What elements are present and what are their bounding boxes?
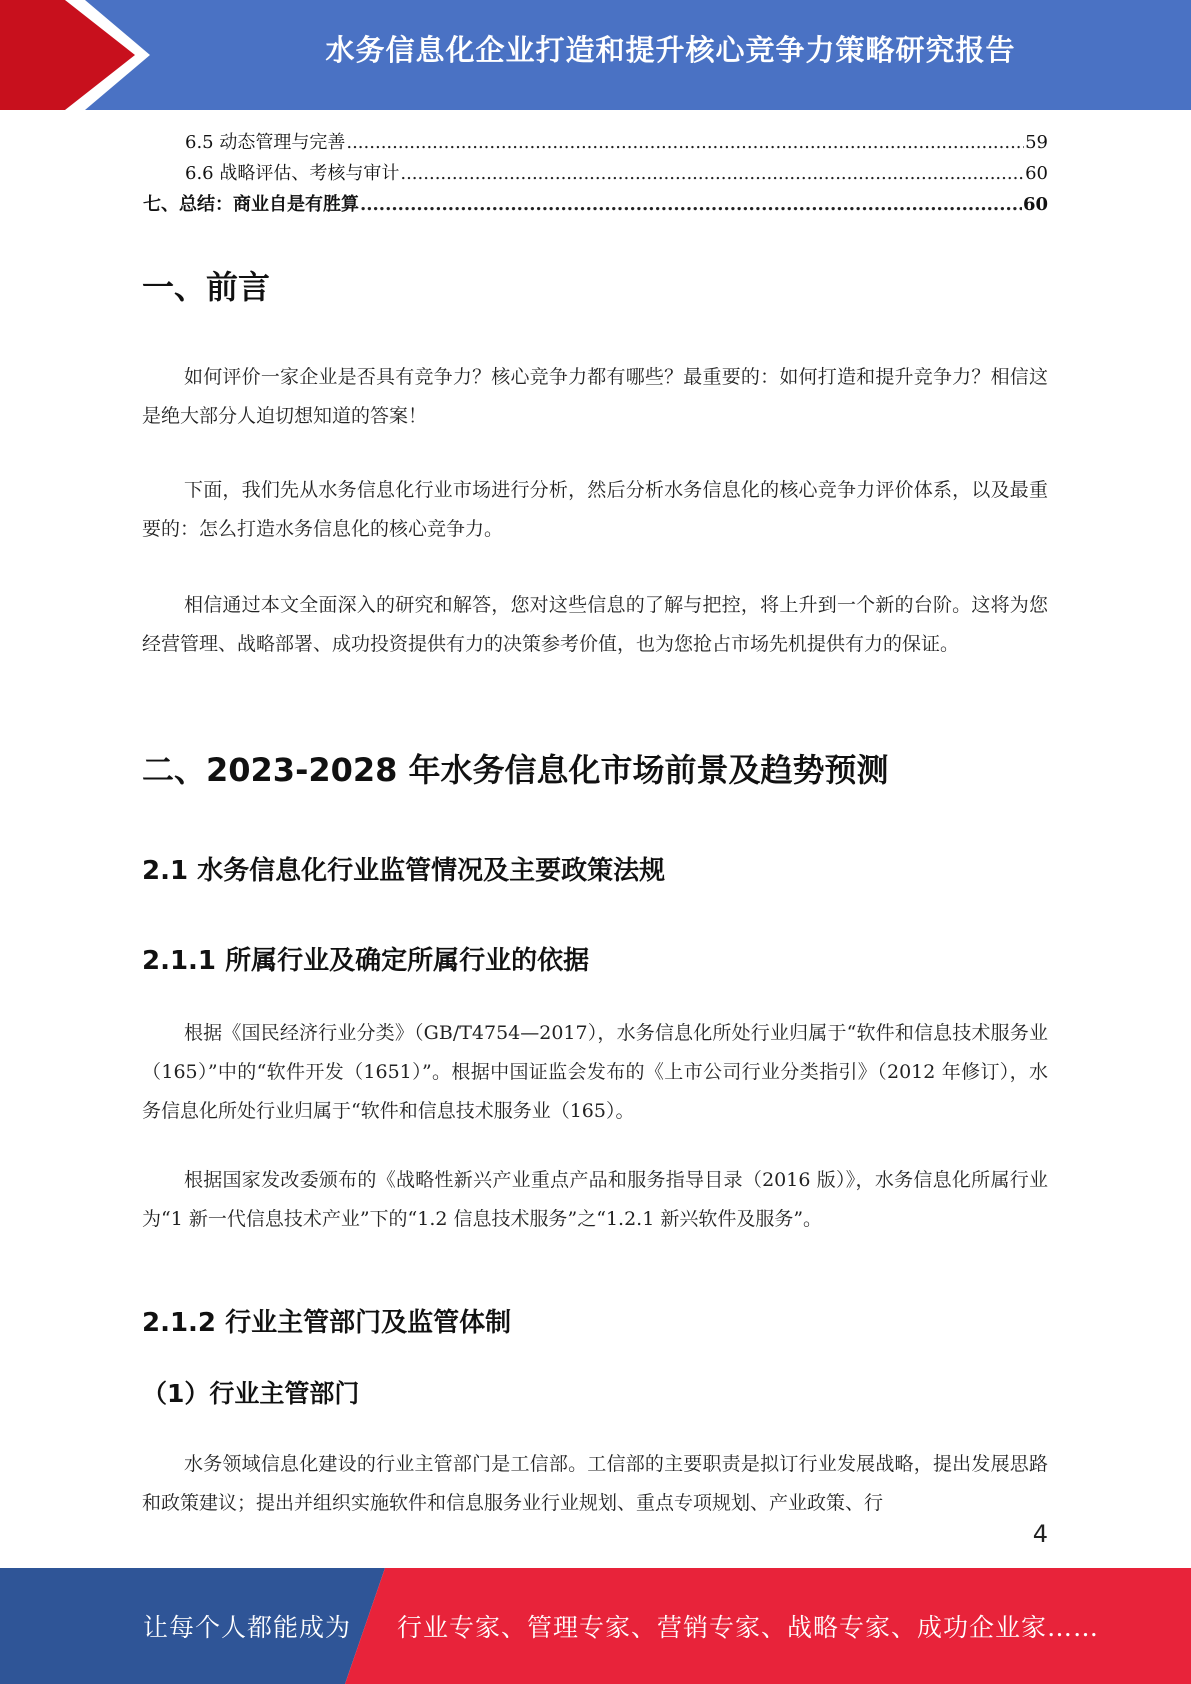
toc-leader-dots [400,163,1024,184]
report-title: 水务信息化企业打造和提升核心竞争力策略研究报告 [325,33,1016,67]
page-header [0,0,1191,110]
body-paragraph: 水务领域信息化建设的行业主管部门是工信部。工信部的主要职责是拟订行业发展战略，提出发展思路和政策建议；提出并组织实施软件和信息服务业行业规划、重点专项规划、产业政策、行 [142,1453,1048,1514]
toc-entry[interactable] [143,159,1048,190]
subsection-heading: 2.1.1 所属行业及确定所属行业的依据 [142,946,590,976]
page-footer [0,1568,1191,1684]
preface-paragraph: 如何评价一家企业是否具有竞争力？核心竞争力都有哪些？最重要的：如何打造和提升竞争力？相信这是绝大部分人迫切想知道的答案！ [142,366,1048,427]
footer-slogan-right: 行业专家、管理专家、营销专家、战略专家、成功企业家…… [397,1613,1100,1642]
toc-entry-page: 59 [1025,132,1048,153]
body-paragraph: 根据国家发改委颁布的《战略性新兴产业重点产品和服务指导目录（2016 版）》，水务信息化所属行业为“1 新一代信息技术产业”下的“1.2 信息技术服务”之“1.2.1 新兴软件及服务”。 [142,1169,1048,1230]
table-of-contents [143,128,1048,221]
preface-paragraph: 相信通过本文全面深入的研究和解答，您对这些信息的了解与把控，将上升到一个新的台阶。这将为您经营管理、战略部署、成功投资提供有力的决策参考价值，也为您抢占市场先机提供有力的保证。 [142,594,1048,655]
section-heading: 2.1 水务信息化行业监管情况及主要政策法规 [142,856,666,886]
footer-slogan-left: 让每个人都能成为 [143,1613,352,1642]
chapter-heading: 二、2023-2028 年水务信息化市场前景及趋势预测 [142,751,889,789]
toc-entry-label: 6.6 战略评估、考核与审计 [185,163,400,184]
toc-entry-page: 60 [1022,194,1048,215]
toc-entry[interactable] [143,190,1048,221]
toc-leader-dots [346,132,1024,153]
toc-entry[interactable] [143,128,1048,159]
preface-paragraph: 下面，我们先从水务信息化行业市场进行分析，然后分析水务信息化的核心竞争力评价体系，以及最重要的：怎么打造水务信息化的核心竞争力。 [142,479,1048,540]
toc-entry-page: 60 [1025,163,1048,184]
toc-entry-label: 七、总结：商业自是有胜算 [143,194,359,215]
subsection-heading: 2.1.2 行业主管部门及监管体制 [142,1308,512,1338]
sub-subsection-heading: （1）行业主管部门 [142,1379,360,1408]
body-paragraph: 根据《国民经济行业分类》（GB/T4754—2017），水务信息化所处行业归属于“软件和信息技术服务业（165）”中的“软件开发（1651）”。根据中国证监会发布的《上市公司行业分类指引》（2012 年修订），水务信息化所处行业归属于“软件和信息技术服务业（165）。 [142,1022,1048,1122]
page-number: 4 [1032,1520,1048,1548]
preface-heading: 一、前言 [142,268,271,306]
toc-entry-label: 6.5 动态管理与完善 [185,132,346,153]
toc-leader-dots [360,194,1022,215]
